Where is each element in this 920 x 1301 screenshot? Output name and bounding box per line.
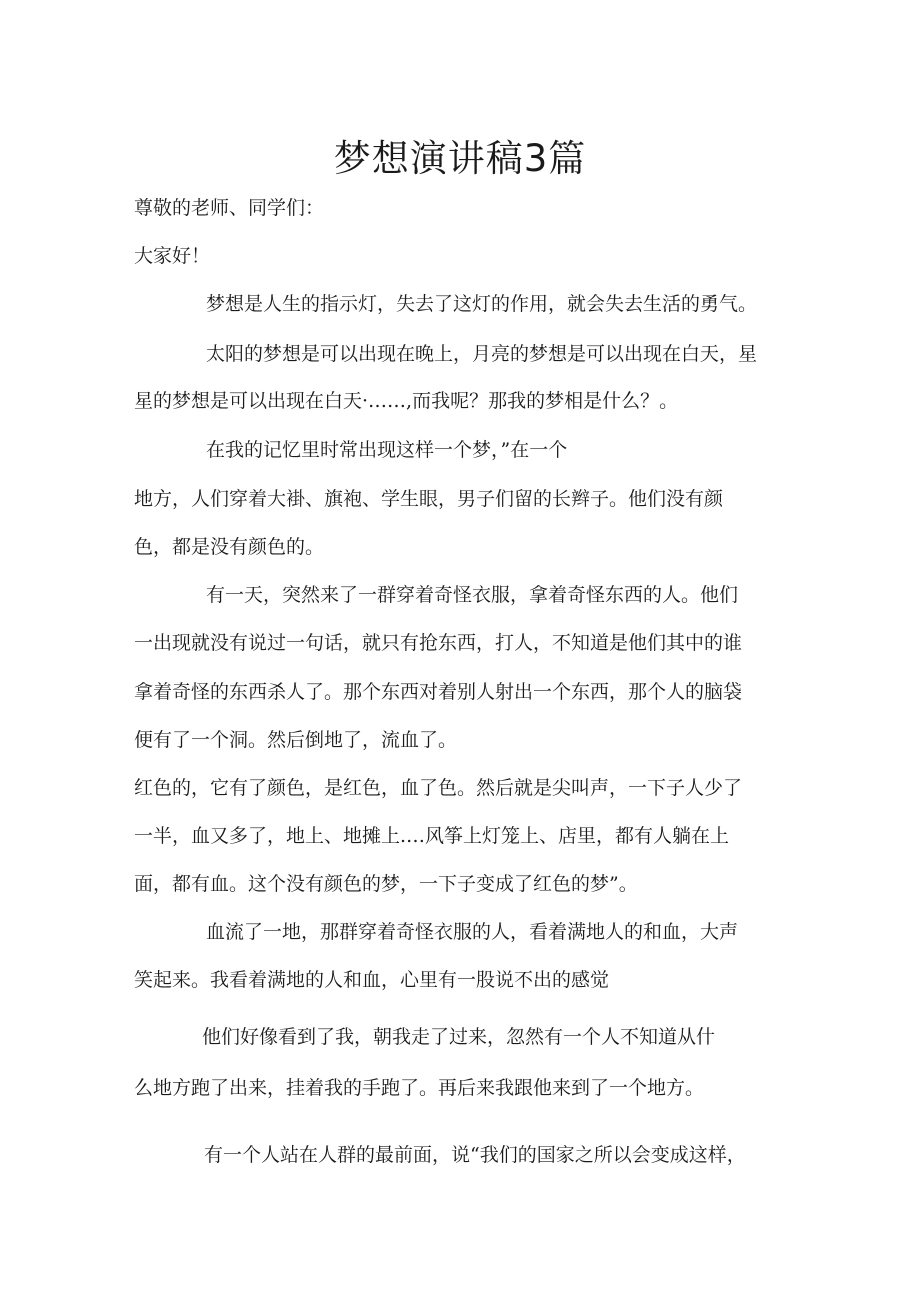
paragraph-line: 么地方跑了出来，挂着我的手跑了。再后来我跟他来到了一个地方。 [134,1077,705,1099]
paragraph-line: 在我的记忆里时常出现这样一个梦，”在一个 [206,439,568,461]
paragraph-line: 梦想是人生的指示灯，失去了这灯的作用，就会失去生活的勇气。 [206,293,758,315]
paragraph-line: 地方，人们穿着大褂、旗袍、学生眼，男子们留的长辫子。他们没有颜 [134,488,724,510]
paragraph-line: 血流了一地，那群穿着奇怪衣服的人，看着满地人的和血，大声 [206,921,739,943]
paragraph-line: 面，都有血。这个没有颜色的梦，一下子变成了红色的梦”。 [134,873,638,895]
paragraph-line: 一出现就没有说过一句话，就只有抢东西，打人，不知道是他们其中的谁 [134,632,743,654]
paragraph-line: 笑起来。我看着满地的人和血，心里有一股说不出的感觉 [134,969,610,991]
document-title: 梦想演讲稿3篇 [333,137,587,180]
paragraph-line: 红色的，它有了颜色，是红色，血了色。然后就是尖叫声，一下子人少了 [134,777,743,799]
paragraph-line: 有一天，突然来了一群穿着奇怪衣服，拿着奇怪东西的人。他们 [206,584,739,606]
paragraph-line: 拿着奇怪的东西杀人了。那个东西对着别人射出一个东西，那个人的脑袋 [134,681,743,703]
paragraph-line: 有一个人站在人群的最前面，说“我们的国家之所以会变成这样， [204,1144,746,1166]
paragraph-line: 一半，血又多了，地上、地摊上.…风筝上灯笼上、店里，都有人躺在上 [134,825,730,847]
greeting-line: 大家好！ [134,245,211,267]
paragraph-line: 太阳的梦想是可以出现在晚上，月亮的梦想是可以出现在白天，星 [206,343,758,365]
paragraph-line: 他们好像看到了我，朝我走了过来，忽然有一个人不知道从什 [202,1026,716,1048]
paragraph-line: 色，都是没有颜色的。 [134,536,325,558]
salutation-line: 尊敬的老师、同学们： [134,197,325,219]
paragraph-line: 便有了一个洞。然后倒地了，流血了。 [134,729,458,751]
paragraph-line: 星的梦想是可以出现在白天·……,而我呢？那我的梦相是什么？。 [134,390,679,412]
